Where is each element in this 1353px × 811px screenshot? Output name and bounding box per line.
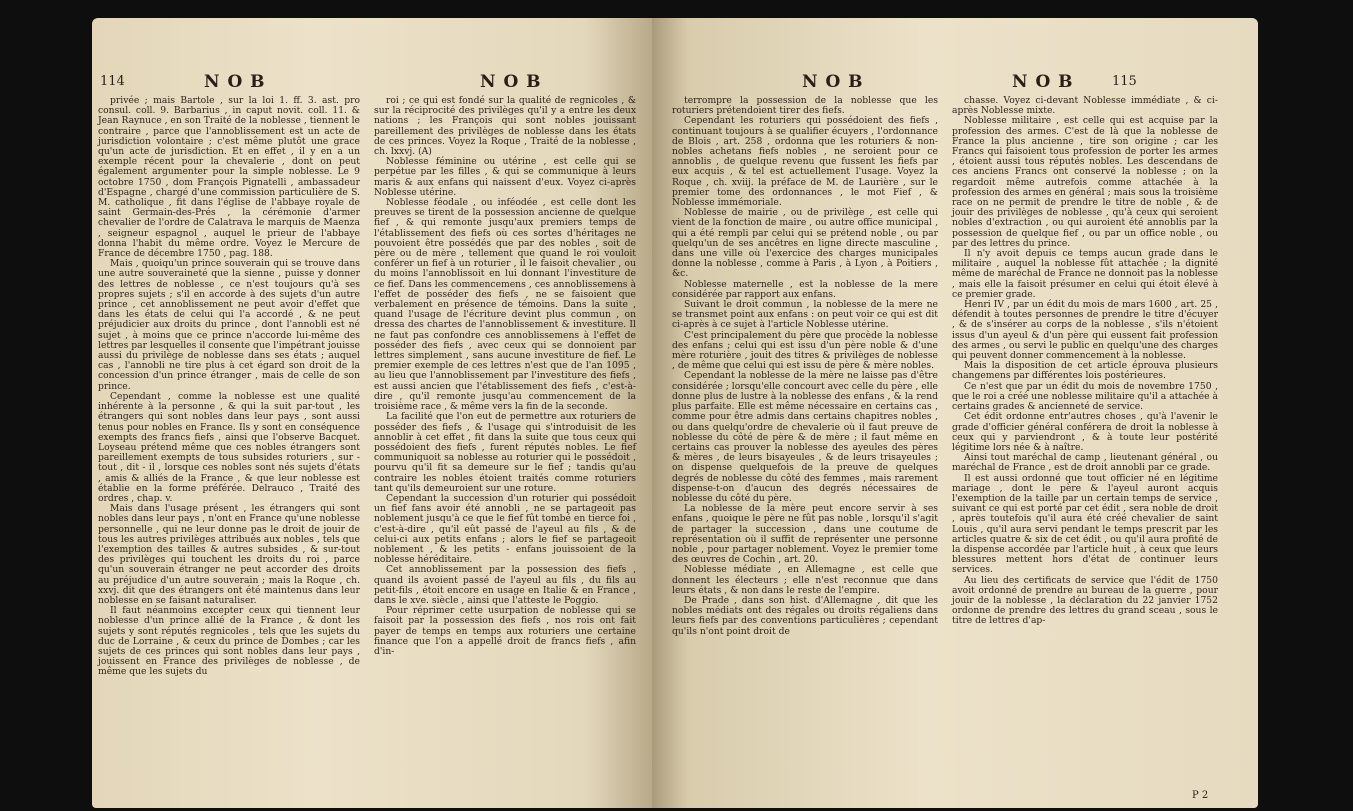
right-page-number: 115 [1112,74,1137,89]
paragraph: Il n'y avoit depuis ce temps aucun grade dans le militaire , auquel la noblesse fût attachée ; la dignité même de maréchal de France ne donnoit pas la noblesse , mais elle la faisoit présumer en celui qui étoit élevé à ce premier grade. [952,248,1218,300]
paragraph: Ce n'est que par un édit du mois de novembre 1750 , que le roi a créé une noblesse militaire qu'il a attachée à certains grades & ancienneté de service. [952,380,1218,413]
left-page-number: 114 [100,74,125,89]
paragraph: Cet édit ordonne entr'autres choses , qu'à l'avenir le grade d'officier général conférera de droit la noblesse à ceux qui y parviendront , & à toute leur postérité légitime lors née & à naître. [952,411,1218,453]
paragraph: Noblesse féodale , ou inféodée , est celle dont les preuves se tirent de la possession ancienne de quelque fief , & qui remonte jusqu'aux premiers temps de l'établissement des fiefs où ces sortes d'héritages ne pouvoient être possédés que par des nobles , soit de père ou de mère , tellement que quand le roi vouloit conférer un fief à un roturier , il le faisoit chevalier , ou du moins l'annoblissoit en lui donnant l'investiture de ce fief. Dans les commencemens , ces annoblissemens à l'effet de posséder des fiefs , ne se faisoient que verbalement en présence de témoins. Dans la suite , quand l'usage de l'écriture devint plus commun , on dressa des chartes de l'annoblissement & investiture. Il ne faut pas confondre ces annoblissemens à l'effet de posséder des fiefs , avec ceux qui se donnoient par lettres simplement , sans aucune investiture de fief. Le premier exemple de ces lettres n'est que de l'an 1095 , au lieu que l'annoblissement par l'investiture des fiefs , est aussi ancien que l'établissement des fiefs , c'est-à-dire , qu'il remonte jusqu'au commencement de la troisième race , & même vers la fin de la seconde. [374,197,636,413]
paragraph: Noblesse féminine ou utérine , est celle qui se perpétue par les filles , & qui se communique à leurs maris & aux enfans qui naissent d'eux. Voyez ci-après Noblesse utérine. [374,156,636,198]
left-page [92,18,652,808]
left-running-head-1: N O B [204,72,266,92]
paragraph: Noblesse médiate , en Allemagne , est celle que donnent les électeurs ; elle n'est reconnue que dans leurs états , & non dans le reste de l'empire. [672,564,938,596]
paragraph: Pour réprimer cette usurpation de noblesse qui se faisoit par la possession des fiefs , nos rois ont fait payer de temps en temps aux roturiers une certaine finance que l'on a appellé droit de francs fiefs , afin d'in- [374,605,636,657]
paragraph: Suivant le droit commun , la noblesse de la mere ne se transmet point aux enfans : on peut voir ce qui est dit ci-après à ce sujet à l'article Noblesse utérine. [672,299,938,331]
paragraph: Noblesse militaire , est celle qui est acquise par la profession des armes. C'est de là que la noblesse de France la plus ancienne , tire son origine ; car les Francs qui faisoient tous profession de porter les armes , étoient aussi tous réputés nobles. Les descendans de ces anciens Francs ont conservé la noblesse ; on la regardoit même autrefois comme attachée à la profession des armes en général ; mais sous la troisième race on ne permit de prendre le titre de noble , & de jouir des privilèges de noblesse , qu'à ceux qui seroient nobles d'extraction , ou qui auroient été annoblis par la possession de quelque fief , ou par un office noble , ou par des lettres du prince. [952,115,1218,249]
paragraph: Il est aussi ordonné que tout officier né en légitime mariage , dont le père & l'ayeul auront acquis l'exemption de la taille par un certain temps de service , suivant ce qui est porté par cet édit , sera noble de droit , après toutefois qu'il aura été créé chevalier de saint Louis , qu'il aura servi pendant le temps prescrit par les articles quatre & six de cet édit , ou qu'il aura profité de la dispense accordée par l'article huit , à ceux que leurs blessures mettent hors d'état de continuer leurs services. [952,472,1218,576]
paragraph: Mais , quoiqu'un prince souverain qui se trouve dans une autre souveraineté que la sienne , puisse y donner des lettres de noblesse , ce n'est toujours qu'à ses propres sujets ; s'il en accorde à des sujets d'un autre prince , cet annoblissement ne peut avoir d'effet que dans les états de celui qui l'a accordé , & ne peut préjudicier aux droits du prince , dont l'annobli est né sujet , à moins que ce prince n'accorde lui-même des lettres par lesquelles il consente que l'impétrant jouisse aussi du privilège de noblesse dans ses états ; auquel cas , l'annobli ne tire plus à cet égard son droit de la concession d'un prince étranger , mais de celle de son prince. [98,258,360,392]
paragraph: Mais dans l'usage présent , les étrangers qui sont nobles dans leur pays , n'ont en France qu'une noblesse personnelle , qui ne leur donne pas le droit de jouir de tous les autres privilèges attribués aux nobles , tels que l'exemption des tailles & autres subsides , & sur-tout des privilèges qui touchent les droits du roi , parce qu'un souverain étranger ne peut accorder des droits au préjudice d'un autre souverain ; mais la Roque , ch. xxvj. dit que des étrangers ont été maintenus dans leur noblesse en se faisant naturaliser. [98,503,360,606]
paragraph: Mais la disposition de cet article éprouva plusieurs changemens par différentes lois postérieures. [952,360,1218,382]
right-running-head-1: N O B [802,72,864,92]
paragraph: C'est principalement du père que procède la noblesse des enfans ; celui qui est issu d'un père noble & d'une mère roturière , jouit des titres & privilèges de noblesse , de même que celui qui est issu de père & mère nobles. [672,329,938,372]
paragraph: chasse. Voyez ci-devant Noblesse immédiate , & ci-après Noblesse mixte. [952,95,1218,117]
paragraph: Cependant la noblesse de la mère ne laisse pas d'être considérée ; lorsqu'elle concourt avec celle du père , elle donne plus de lustre à la noblesse des enfans , & la rend plus parfaite. Elle est même nécessaire en certains cas , comme pour être admis dans certains chapitres nobles , ou dans quelqu'ordre de chevalerie où il faut preuve de noblesse du côté de père & de mère ; il faut même en certains cas prouver la noblesse des ayeules des pères & mères , de leurs bisayeules , & de leurs trisayeules ; on dispense quelquefois de la preuve de quelques degrés de noblesse du côté des femmes , mais rarement dispense-t-on d'aucun des degrés nécessaires de noblesse du côté du père. [672,370,938,504]
paragraph: Noblesse de mairie , ou de privilège , est celle qui vient de la fonction de maire , ou autre office municipal , qui a été rempli par celui qui se prétend noble , ou par quelqu'un de ses ancêtres en ligne directe masculine , dans une ville où l'exercice des charges municipales donne la noblesse , comme à Paris , à Lyon , à Poitiers , &c. [672,207,938,280]
right-page [652,18,1258,808]
paragraph: Au lieu des certificats de service que l'édit de 1750 avoit ordonné de prendre au bureau de la guerre , pour jouir de la noblesse , la déclaration du 22 janvier 1752 ordonne de prendre des lettres du grand sceau , sous le titre de lettres d'ap- [952,574,1218,627]
paragraph: terrompre la possession de la noblesse que les roturiers prétendoient tirer des fiefs. [672,95,938,117]
paragraph: Cependant , comme la noblesse est une qualité inhérente à la personne , & qui la suit par-tout , les étrangers qui sont nobles dans leur pays , sont aussi tenus pour nobles en France. Ils y sont en conséquence exempts des francs fiefs , ainsi que l'observe Bacquet. Loyseau prétend même que ces nobles étrangers sont pareillement exempts de tous subsides roturiers , sur - tout , dit - il , lorsque ces nobles sont nés sujets d'états , amis & alliés de la France , & que leur noblesse est établie en la forme préférée. Delrauco , Traité des ordres , chap. v. [98,390,360,504]
signature-mark: P 2 [1192,790,1209,801]
paragraph: Henri IV , par un édit du mois de mars 1600 , art. 25 , défendit à toutes personnes de prendre le titre d'écuyer , & de s'insérer au corps de la noblesse , s'ils n'étoient issus d'un ayeul & d'un père qui eussent fait profession des armes , ou servi le public en quelqu'une des charges qui peuvent donner commencement à la noblesse. [952,299,1218,362]
left-column-2 [374,96,636,657]
paragraph: Cependant les roturiers qui possédoient des fiefs , continuant toujours à se qualifier écuyers , l'ordonnance de Blois , art. 258 , ordonna que les roturiers & non-nobles achetans fiefs nobles , ne seroient pour ce annoblis , de quelque revenu que fussent les fiefs par eux acquis , & tel est actuellement l'usage. Voyez la Roque , ch. xviij. la préface de M. de Laurière , sur le premier tome des ordonnances , le mot Fief , & Noblesse immémoriale. [672,115,938,209]
paragraph: De Prade , dans son hist. d'Allemagne , dit que les nobles médiats ont des régales ou droits régaliens dans leurs fiefs par des conventions particulières ; cependant qu'ils n'ont point droit de [672,594,938,637]
right-column-2 [952,96,1218,627]
paragraph: privée ; mais Bartole , sur la loi 1. ff. 3. ast. pro consul. coll. 9. Barbarius , in caput novit. coll. 11. & Jean Raynuce , en son Traité de la noblesse , tiennent le contraire , parce que l'annoblissement est un acte de jurisdiction volontaire ; c'est même plutôt une grace qu'un acte de jurisdiction. Et en effet , il y en a un exemple récent pour la chevalerie , dont on peut également argumenter pour la simple noblesse. Le 9 octobre 1750 , dom François Pignatelli , ambassadeur d'Espagne , chargé d'une commission particulière de S. M. catholique , fit dans l'église de l'abbaye royale de saint Germain-des-Prés , la cérémonie d'armer chevalier de l'ordre de Calatrava le marquis de Maenza , seigneur espagnol , auquel le prieur de l'abbaye donna l'habit du même ordre. Voyez le Mercure de France de décembre 1750 , pag. 188. [98,95,360,260]
right-column-1 [672,96,938,637]
paragraph: roi ; ce qui est fondé sur la qualité de regnicoles , & sur la réciprocité des privilèges qu'il y a entre les deux nations ; les François qui sont nobles jouissant pareillement des privilèges de noblesse dans les états de ces princes. Voyez la Roque , Traité de la noblesse , ch. lxxvj. (A) [374,95,636,158]
left-running-head-2: N O B [480,72,542,92]
paragraph: Cet annoblissement par la possession des fiefs , quand ils avoient passé de l'ayeul au fils , du fils au petit-fils , étoit encore en usage en Italie & en France , dans le xve. siècle , ainsi que l'atteste le Poggio. [374,564,636,606]
paragraph: La noblesse de la mère peut encore servir à ses enfans , quoique le père ne fût pas noble , lorsqu'il s'agit de partager la succession , dans une coutume de représentation où il suffit de représenter une personne noble , pour partager noblement. Voyez le premier tome des œuvres de Cochin , art. 20. [672,503,938,566]
paragraph: Noblesse maternelle , est la noblesse de la mere considérée par rapport aux enfans. [672,278,938,300]
paragraph: Ainsi tout maréchal de camp , lieutenant général , ou maréchal de France , est de droit annobli par ce grade. [952,452,1218,474]
paragraph: Il faut néanmoins excepter ceux qui tiennent leur noblesse d'un prince allié de la France , & dont les sujets y sont réputés regnicoles , tels que les sujets du duc de Lorraine , & ceux du prince de Dombes ; car les sujets de ces princes qui sont nobles dans leur pays , jouissent en France des privilèges de noblesse , de même que les sujets du [98,605,360,678]
right-running-head-2: N O B [1012,72,1074,92]
paragraph: La facilité que l'on eut de permettre aux roturiers de posséder des fiefs , & l'usage qui s'introduisit de les annoblir à cet effet , fit dans la suite que tous ceux qui possédoient des fiefs , furent réputés nobles. Le fief communiquoit sa noblesse au roturier qui le possédoit , pourvu qu'il fit sa demeure sur le fief ; tandis qu'au contraire les nobles étoient traités comme roturiers tant qu'ils demeuroient sur une roture. [374,411,636,494]
paragraph: Cependant la succession d'un roturier qui possédoit un fief fans avoir été annobli , ne se partageoit pas noblement jusqu'à ce que le fief fût tombé en tierce foi , c'est-à-dire , qu'il eût passé de l'ayeul au fils , & de celui-ci aux petits enfans ; alors le fief se partageoit noblement , & les petits - enfans jouissoient de la noblesse héréditaire. [374,492,636,566]
left-column-1 [98,96,360,678]
